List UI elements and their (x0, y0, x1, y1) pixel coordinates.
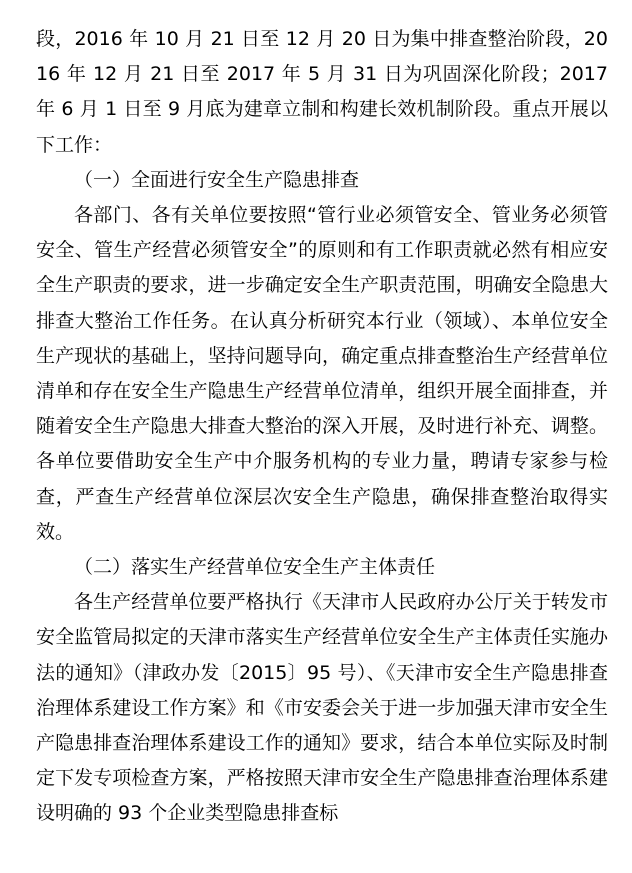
section-heading-1: （一）全面进行安全生产隐患排查 (74, 168, 360, 191)
paragraph-body-1: 各部门、各有关单位要按照“管行业必须管安全、管业务必须管安全、管生产经营必须管安全”的原则和有工作职责就必然有相应安全生产职责的要求，进一步确定安全生产职责范围，明确安全隐患大排查大整治工作任务。在认真分析研究本行业（领域）、本单位安全生产现状的基础上，坚持问题导向，确定重点排查整治生产经营单位清单和存在安全生产隐患生产经营单位清单，组织开展全面排查，并随着安全生产隐患大排查大整治的深入开展，及时进行补充、调整。各单位要借助安全生产中介服务机构的专业力量，聘请专家参与检查，严查生产经营单位深层次安全生产隐患，确保排查整治取得实效。 (36, 204, 608, 543)
section-heading-2: （二）落实生产经营单位安全生产主体责任 (74, 556, 436, 579)
paragraph-body-2: 各生产经营单位要严格执行《天津市人民政府办公厅关于转发市安全监管局拟定的天津市落实生产经营单位安全生产主体责任实施办法的通知》（津政办发〔2015〕95 号）、《天津市安全生产隐患排查治理体系建设工作方案》和《市安委会关于进一步加强天津市安全生产隐患排查治理体系建设工作的通知》要求，结合本单位实际及时制定下发专项检查方案，严格按照天津市安全生产隐患排查治理体系建设明确的 93 个企业类型隐患排查标 (36, 591, 608, 825)
paragraph-continuation: 段，2016 年 10 月 21 日至 12 月 20 日为集中排查整治阶段，2016 年 12 月 21 日至 2017 年 5 月 31 日为巩固深化阶段；2017 年 6 月 1 日至 9 月底为建章立制和构建长效机制阶段。重点开展以下工作： (36, 28, 608, 156)
